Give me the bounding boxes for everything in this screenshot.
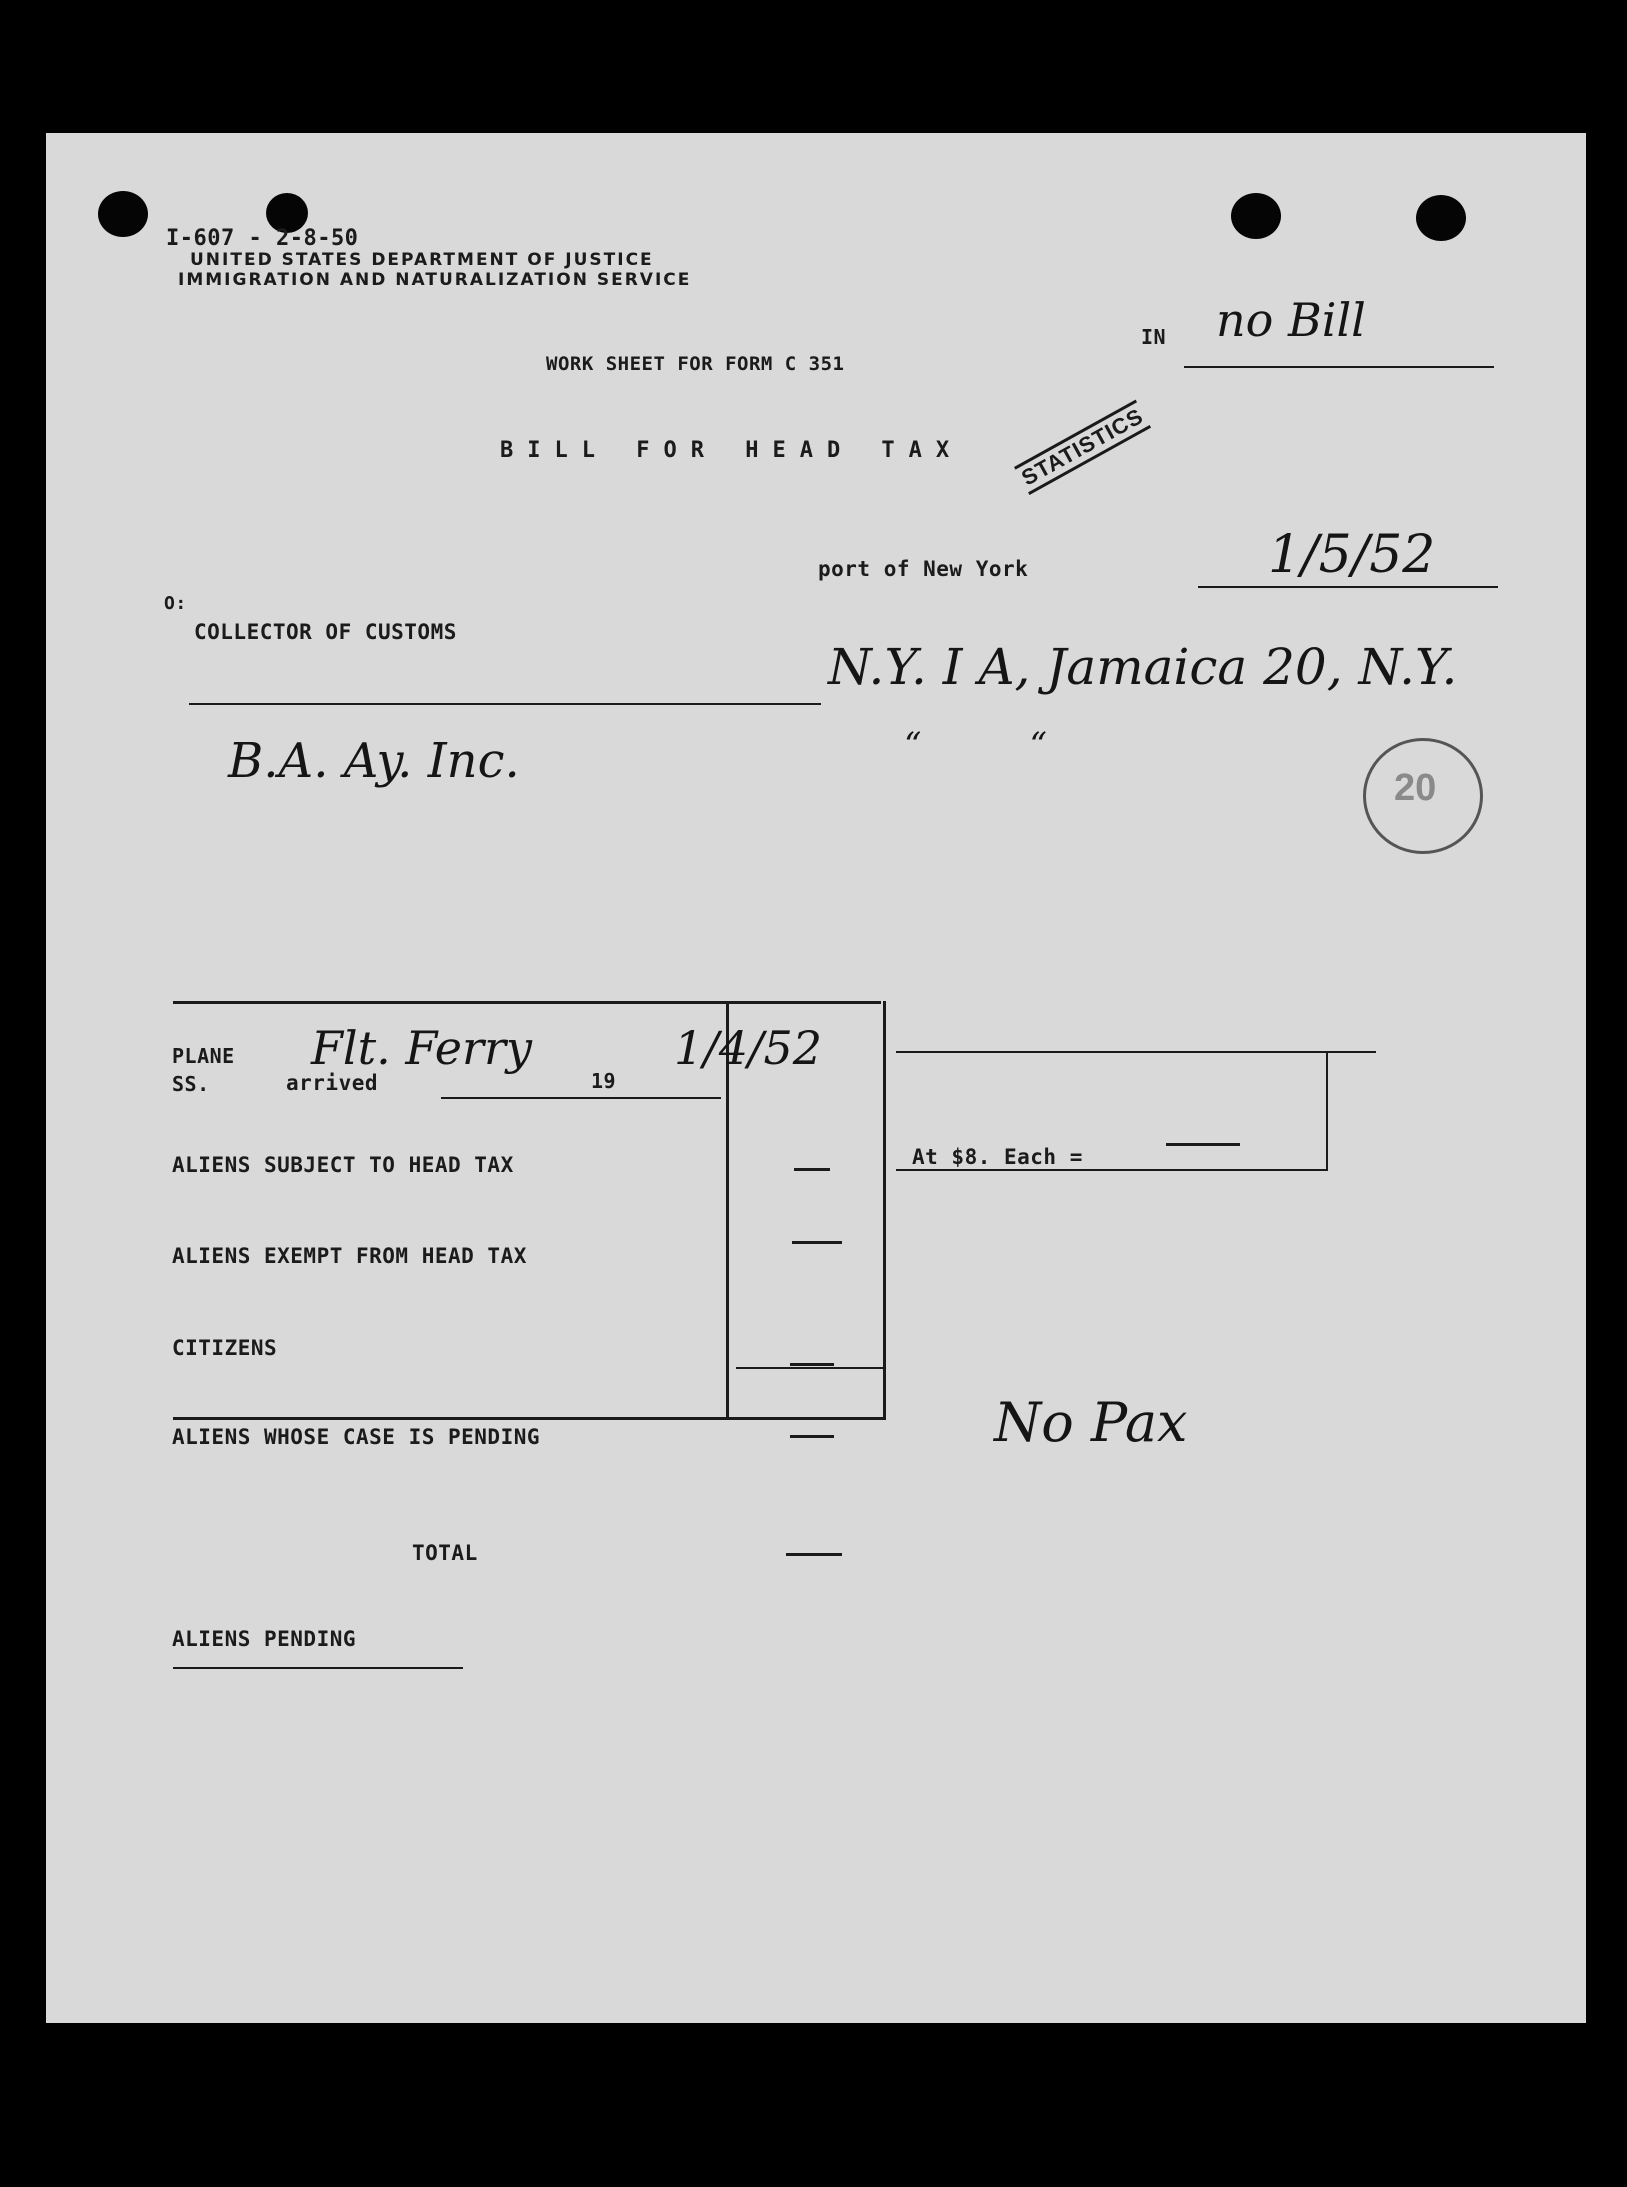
arrival-date: 1/4/52 — [674, 1021, 823, 1075]
ditto-marks: “ “ — [904, 725, 1047, 765]
flight-name: Flt. Ferry — [311, 1021, 532, 1075]
aliens-pending-underline — [173, 1667, 463, 1669]
agency-line-2: IMMIGRATION AND NATURALIZATION SERVICE — [178, 270, 692, 290]
in-label: IN — [1141, 325, 1167, 349]
rate-box-right — [1326, 1051, 1328, 1171]
row-exempt-value — [792, 1241, 842, 1244]
to-label: O: — [164, 593, 187, 614]
rate-value — [1166, 1143, 1240, 1146]
collector-underline — [189, 703, 821, 705]
punch-hole-left — [98, 191, 148, 237]
total-value — [786, 1553, 842, 1556]
table-bottom-border — [173, 1417, 886, 1420]
agency-line-1: UNITED STATES DEPARTMENT OF JUSTICE — [190, 250, 654, 270]
in-value: no Bill — [1216, 293, 1366, 347]
date-underline — [1198, 586, 1498, 588]
year-prefix: 19 — [591, 1069, 617, 1093]
aliens-pending-label: ALIENS PENDING — [172, 1627, 357, 1651]
row-pending-label: ALIENS WHOSE CASE IS PENDING — [172, 1425, 541, 1449]
no-pax-note: No Pax — [994, 1391, 1188, 1454]
total-label: TOTAL — [412, 1541, 478, 1565]
form-number: I-607 - 2-8-50 — [166, 226, 359, 251]
document-page — [46, 133, 1586, 2023]
port-label: port of New York — [818, 557, 1029, 581]
punch-hole-right — [1231, 193, 1281, 239]
arrival-underline — [441, 1097, 721, 1099]
row-exempt-label: ALIENS EXEMPT FROM HEAD TAX — [172, 1244, 527, 1268]
carrier-name: B.A. Ay. Inc. — [228, 733, 520, 789]
row-pending-value — [790, 1435, 834, 1438]
punch-hole-right-2 — [1416, 195, 1466, 241]
in-underline — [1184, 366, 1494, 368]
row-subject-label: ALIENS SUBJECT TO HEAD TAX — [172, 1153, 514, 1177]
circled-number-text: 20 — [1394, 767, 1437, 809]
bill-date: 1/5/52 — [1268, 525, 1436, 585]
circled-number — [1363, 738, 1483, 854]
collector-address: N.Y. I A, Jamaica 20, N.Y. — [828, 638, 1458, 696]
arrived-label: arrived — [286, 1071, 379, 1095]
ss-label: SS. — [172, 1072, 210, 1096]
rate-box-bottom — [896, 1169, 1328, 1171]
collector-label: COLLECTOR OF CUSTOMS — [194, 620, 457, 644]
table-right-border — [883, 1001, 886, 1419]
table-top-border — [173, 1001, 881, 1004]
worksheet-title: WORK SHEET FOR FORM C 351 — [546, 353, 845, 375]
bill-title: BILL FOR HEAD TAX — [500, 438, 964, 463]
table-total-separator — [736, 1367, 883, 1369]
rate-box-top — [896, 1051, 1376, 1053]
statistics-stamp: STATISTICS — [1014, 400, 1151, 495]
plane-label: PLANE — [172, 1044, 235, 1068]
rate-label: At $8. Each = — [912, 1145, 1083, 1169]
row-subject-value — [794, 1168, 830, 1171]
row-citizens-label: CITIZENS — [172, 1336, 278, 1360]
row-citizens-value — [790, 1363, 834, 1366]
